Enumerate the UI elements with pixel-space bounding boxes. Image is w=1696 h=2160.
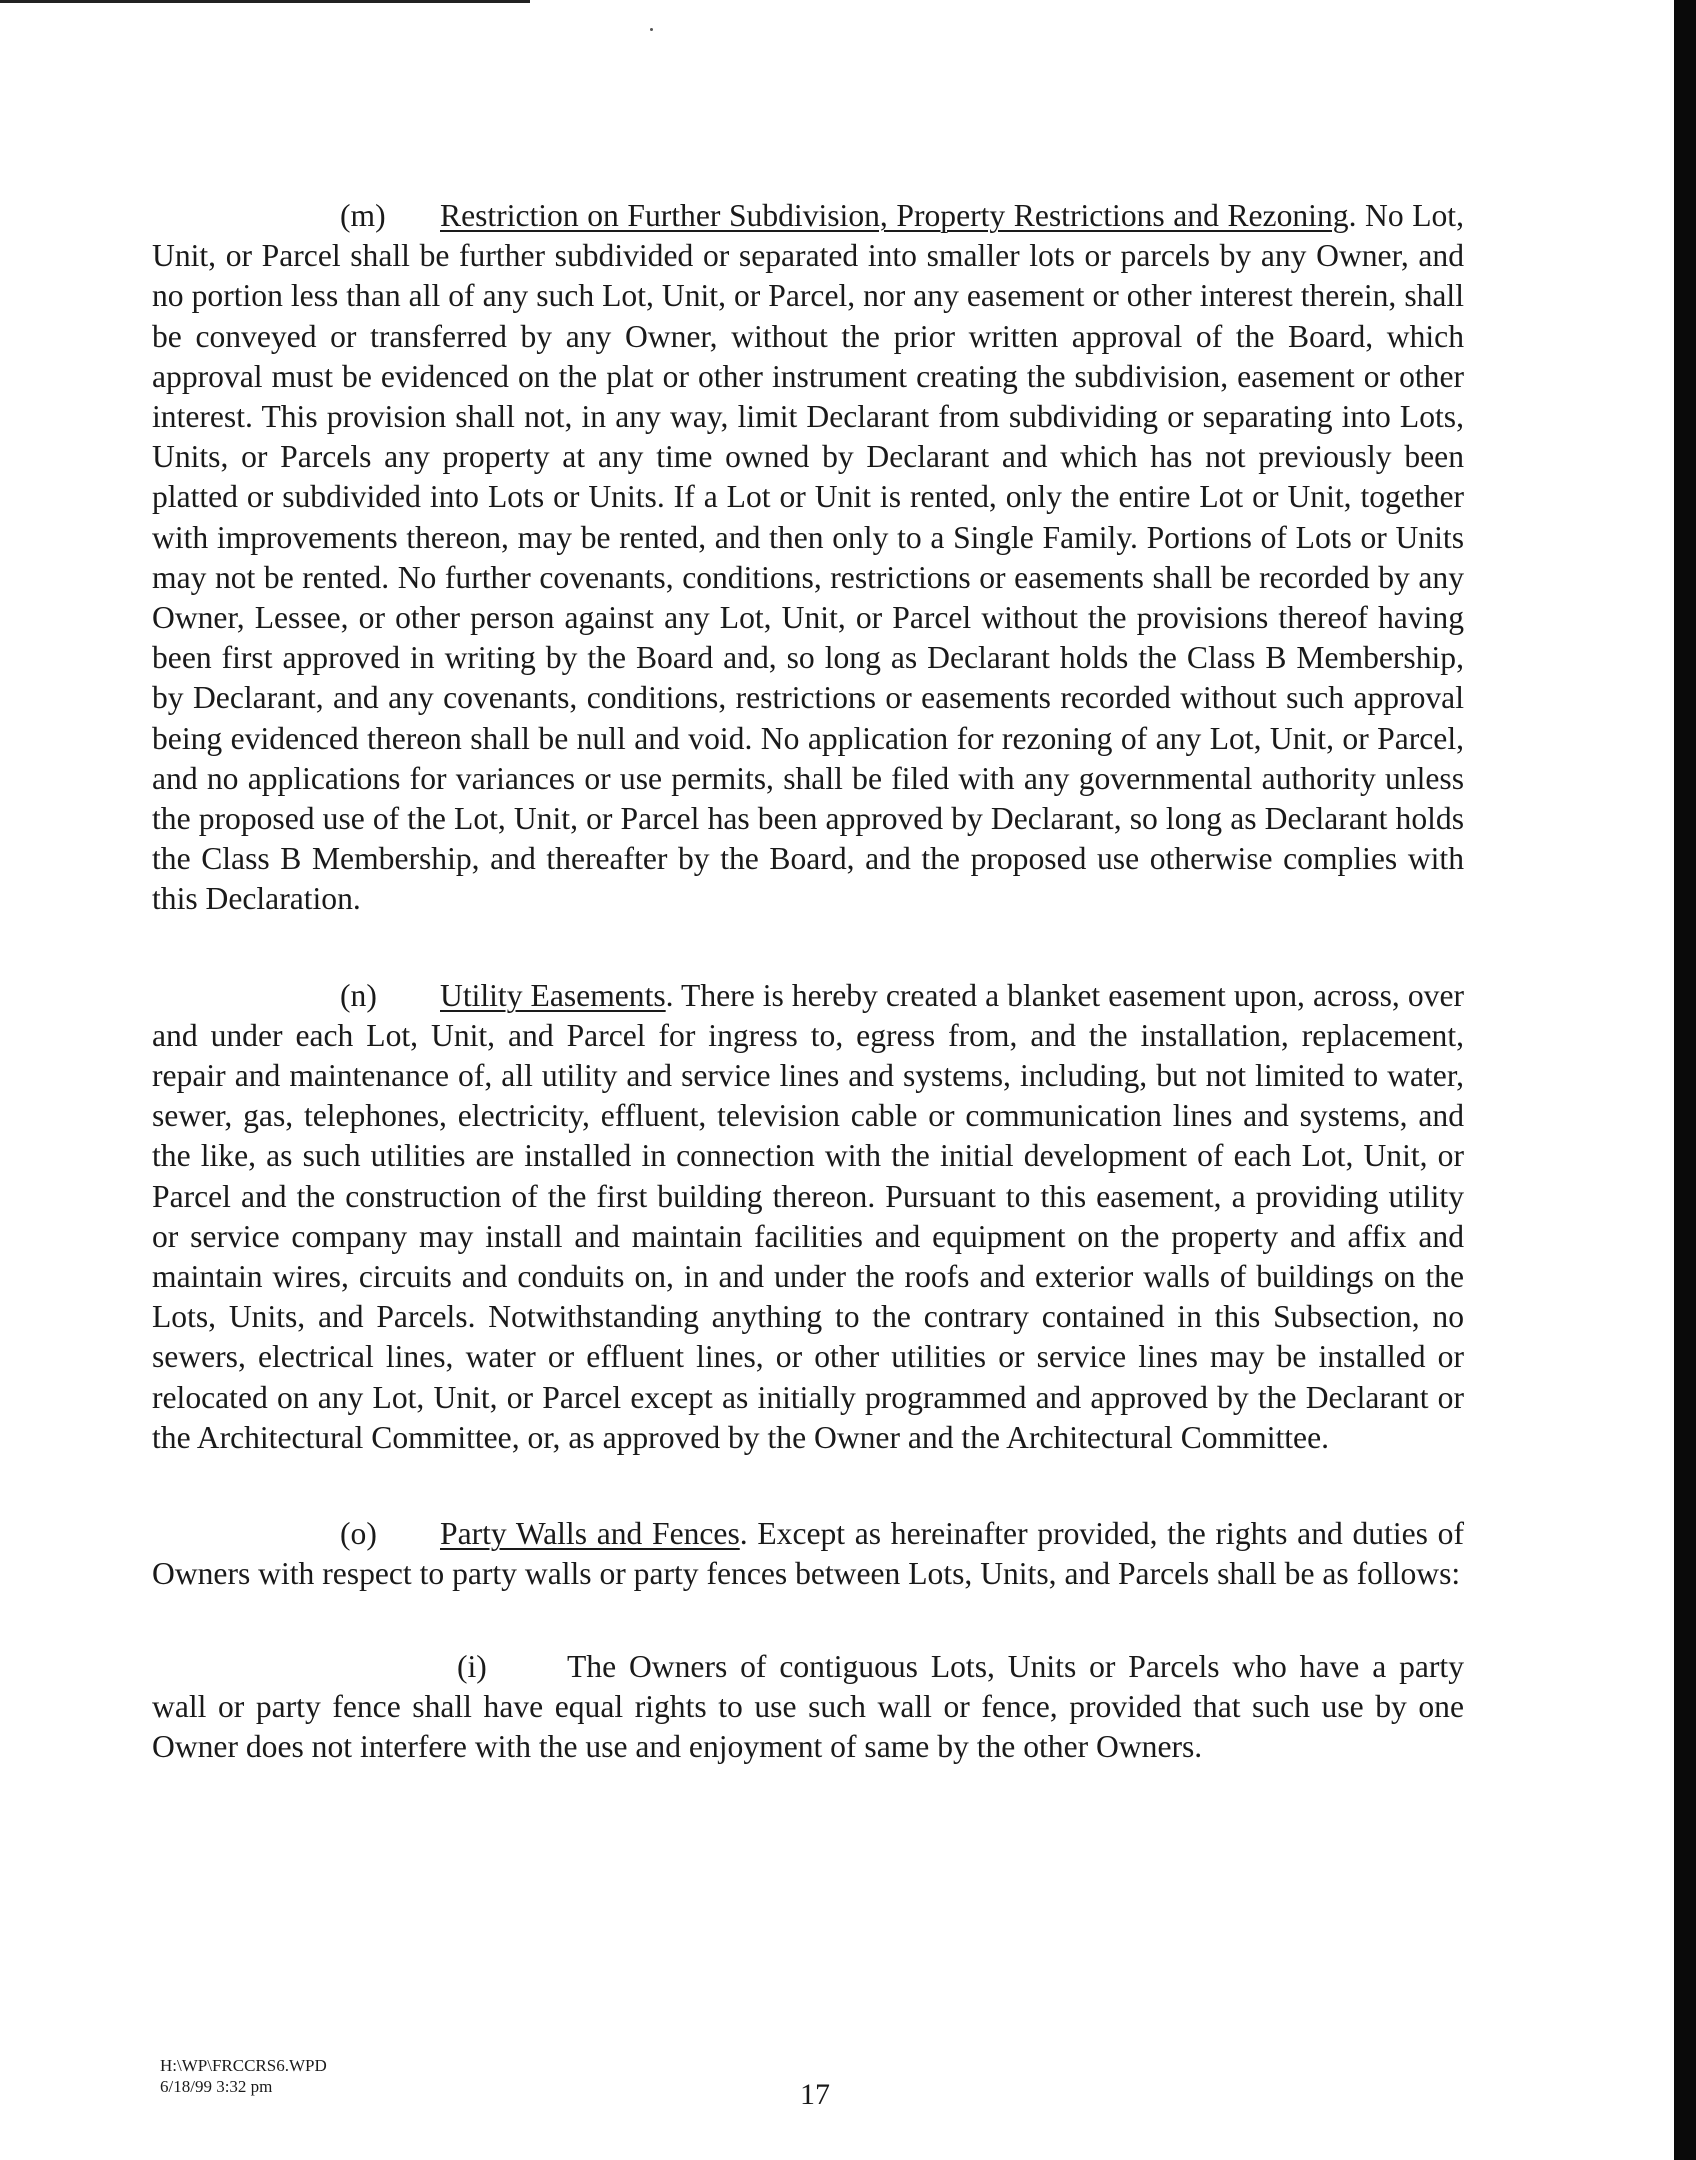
section-m bbox=[152, 196, 1464, 920]
scan-right-edge bbox=[1674, 0, 1696, 2160]
footer-timestamp: 6/18/99 3:32 pm bbox=[160, 2077, 273, 2096]
section-o bbox=[152, 1514, 1464, 1594]
section-o-number: (o) bbox=[340, 1516, 377, 1552]
subsection-o-i-number: (i) bbox=[457, 1648, 487, 1684]
section-n bbox=[152, 976, 1464, 1458]
footer-file-info bbox=[160, 2055, 327, 2097]
subsection-o-i bbox=[152, 1647, 1464, 1768]
section-o-body: . Except as hereinafter provided, the rights and duties of Owners with respect to party walls or party fences between Lots, Units, and Parcels shall be as follows: bbox=[152, 1516, 1464, 1592]
section-n-body: . There is hereby created a blanket easement upon, across, over and under each Lot, Unit, and Parcel for ingress to, egress from, and the installation, replacement, repair and maintenance of, all utility and service lines and systems, including, but not limited to water, sewer, gas, telephones, electricity, effluent, television cable or communication lines and systems, and the like, as such utilities are installed in connection with the initial development of each Lot, Unit, or Parcel and the construction of the first building thereon. Pursuant to this easement, a providing utility or service company may install and maintain facilities and equipment on the property and affix and maintain wires, circuits and conduits on, in and under the roofs and exterior walls of buildings on the Lots, Units, and Parcels. Notwithstanding anything to the contrary contained in this Subsection, no sewers, electrical lines, water or effluent lines, or other utilities or service lines may be installed or relocated on any Lot, Unit, or Parcel except as initially programmed and approved by the Declarant or the Architectural Committee, or, as approved by the Owner and the Architectural Committee. bbox=[152, 977, 1464, 1455]
footer-file-path: H:\WP\FRCCRS6.WPD bbox=[160, 2056, 327, 2075]
section-m-heading: Restriction on Further Subdivision, Property Restrictions and Rezoning bbox=[440, 198, 1349, 233]
subsection-o-i-body: The Owners of contiguous Lots, Units or Parcels who have a party wall or party fence shall have equal rights to use such wall or fence, provided that such use by one Owner does not interfere with the use and enjoyment of same by the other Owners. bbox=[152, 1648, 1464, 1764]
section-m-body: . No Lot, Unit, or Parcel shall be further subdivided or separated into smaller lots or parcels by any Owner, and no portion less than all of any such Lot, Unit, or Parcel, nor any easement or other interest therein, shall be conveyed or transferred by any Owner, without the prior written approval of the Board, which approval must be evidenced on the plat or other instrument creating the subdivision, easement or other interest. This provision shall not, in any way, limit Declarant from subdividing or separating into Lots, Units, or Parcels any property at any time owned by Declarant and which has not previously been platted or subdivided into Lots or Units. If a Lot or Unit is rented, only the entire Lot or Unit, together with improvements thereon, may be rented, and then only to a Single Family. Portions of Lots or Units may not be rented. No further covenants, conditions, restrictions or easements shall be recorded by any Owner, Lessee, or other person against any Lot, Unit, or Parcel without the provisions thereof having been first approved in writing by the Board and, so long as Declarant holds the Class B Membership, by Declarant, and any covenants, conditions, restrictions or easements recorded without such approval being evidenced thereon shall be null and void. No application for rezoning of any Lot, Unit, or Parcel, and no applications for variances or use permits, shall be filed with any governmental authority unless the proposed use of the Lot, Unit, or Parcel has been approved by Declarant, so long as Declarant holds the Class B Membership, and thereafter by the Board, and the proposed use otherwise complies with this Declaration. bbox=[152, 198, 1464, 917]
document-page bbox=[152, 196, 1464, 1767]
section-n-heading: Utility Easements bbox=[440, 977, 666, 1013]
section-m-number: (m) bbox=[340, 198, 386, 233]
top-scan-rule bbox=[0, 0, 530, 3]
section-n-number: (n) bbox=[340, 977, 377, 1013]
scan-speck bbox=[650, 28, 653, 31]
section-o-heading: Party Walls and Fences bbox=[440, 1516, 740, 1552]
page-number: 17 bbox=[800, 2078, 830, 2111]
